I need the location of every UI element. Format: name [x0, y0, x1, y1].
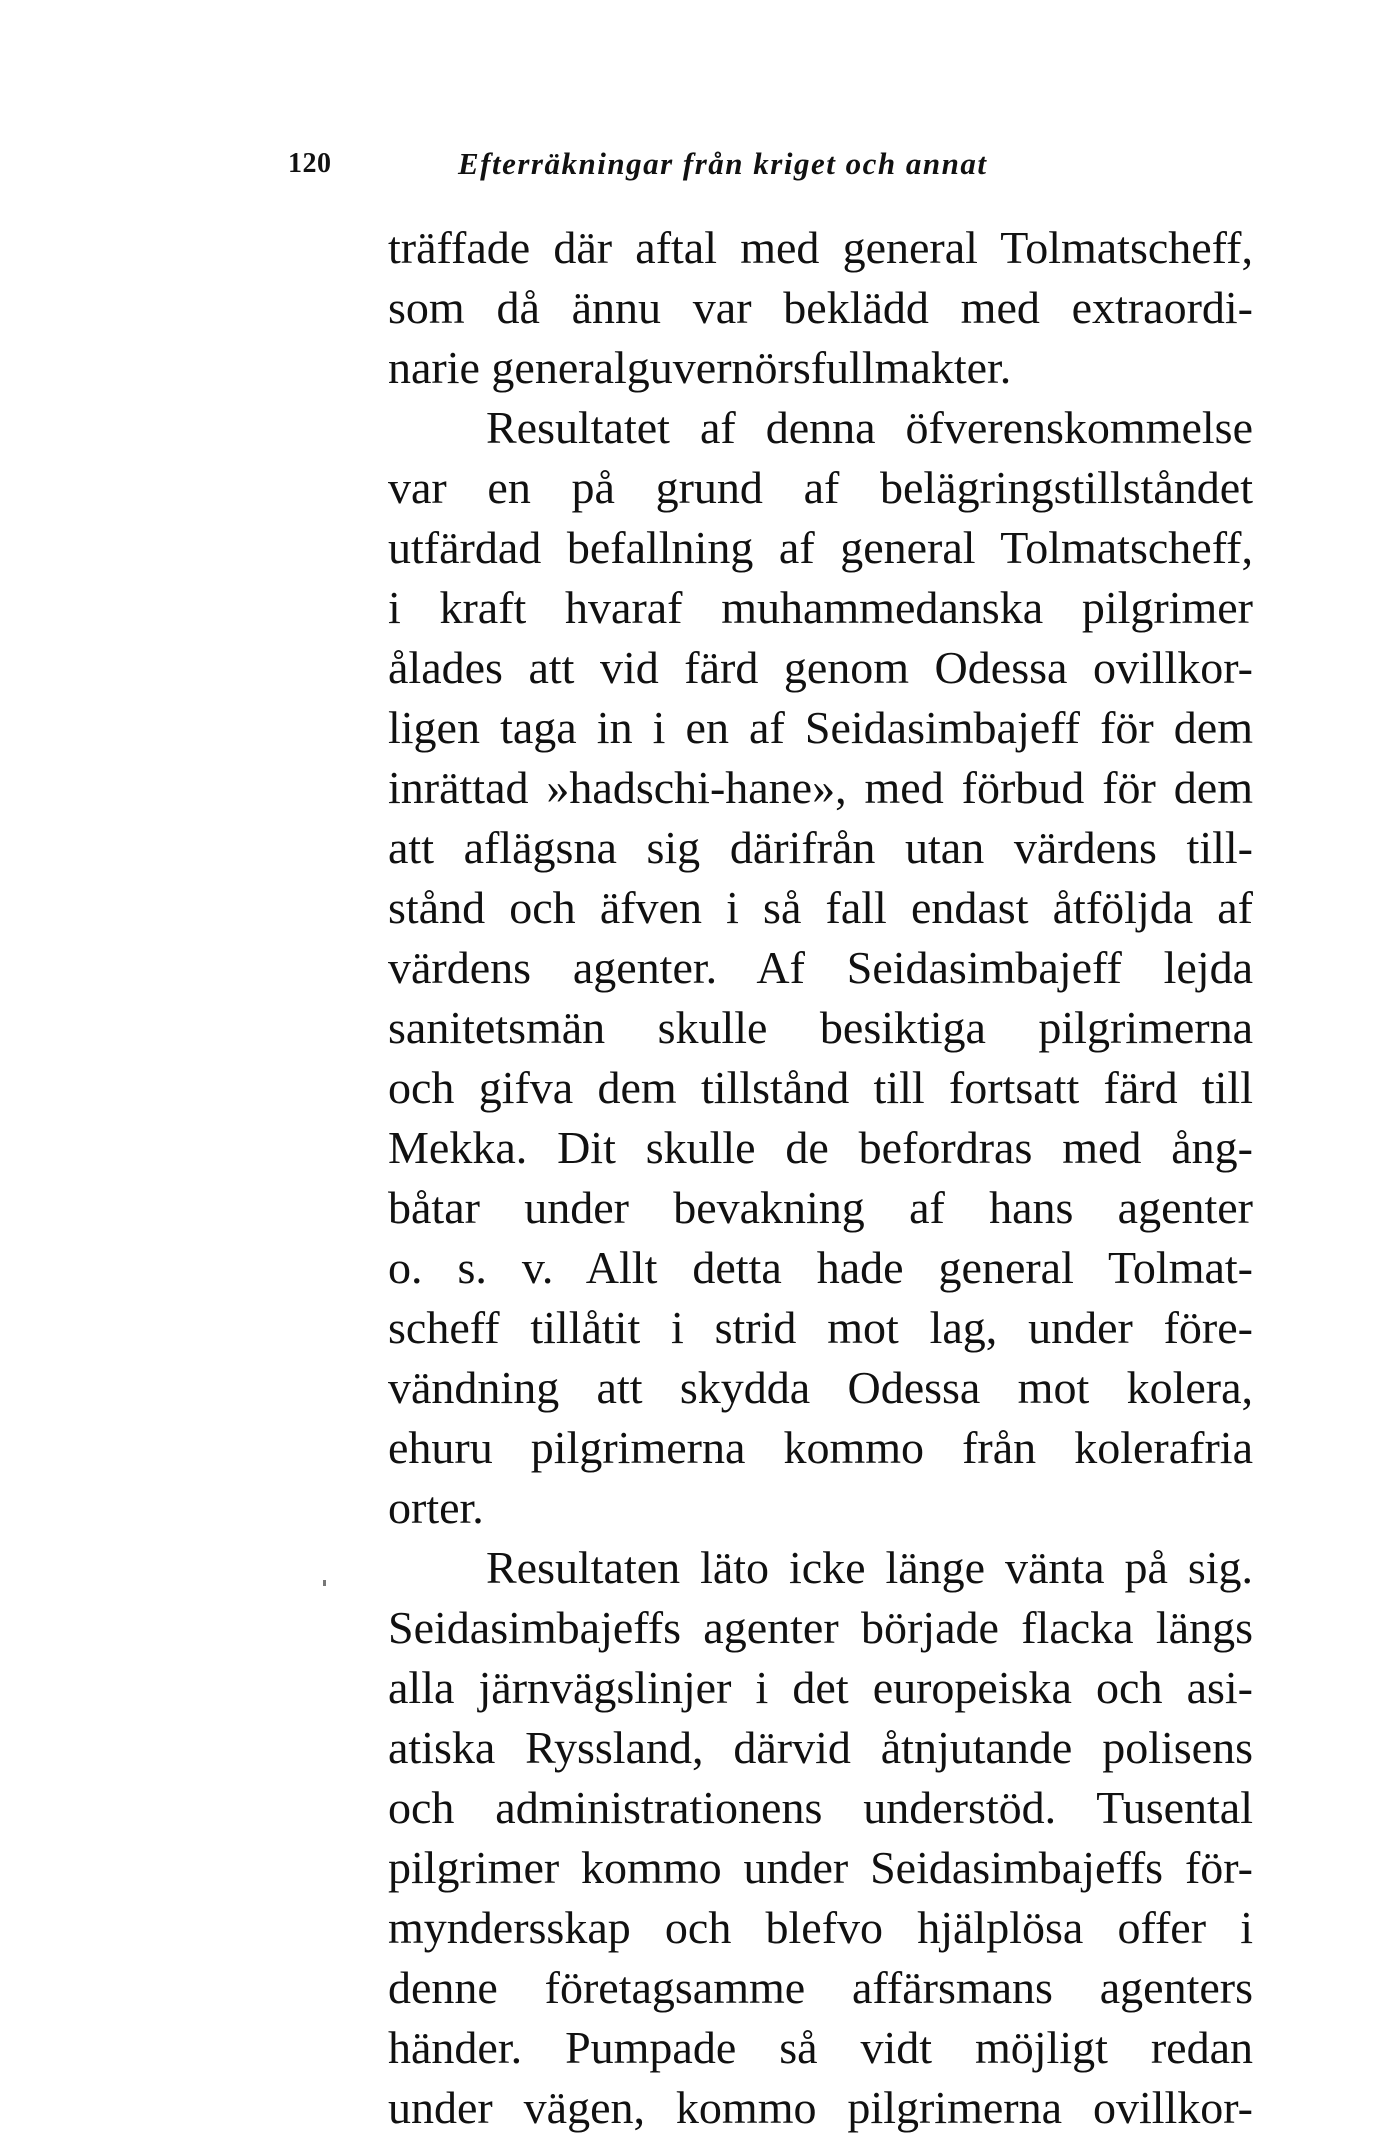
text-line: att aflägsna sig därifrån utan värdens till-: [388, 822, 1253, 873]
text-line: under vägen, kommo pilgrimerna ovillkor-: [388, 2082, 1253, 2133]
text-line: ålades att vid färd genom Odessa ovillkor-: [388, 642, 1253, 693]
running-title: Efterräkningar från kriget och annat: [458, 146, 988, 181]
text-line: händer. Pumpade så vidt möjligt redan: [388, 2022, 1253, 2073]
text-line: Resultatet af denna öfverenskommelse: [486, 402, 1253, 453]
text-line: som då ännu var beklädd med extraordi-: [388, 282, 1253, 333]
text-line: Mekka. Dit skulle de befordras med ång-: [388, 1122, 1253, 1173]
text-line: ligen taga in i en af Seidasimbajeff för dem: [388, 702, 1253, 753]
text-line: sanitetsmän skulle besiktiga pilgrimerna: [388, 1002, 1253, 1053]
text-line: Seidasimbajeffs agenter började flacka längs: [388, 1602, 1253, 1653]
text-line: och administrationens understöd. Tusental: [388, 1782, 1253, 1833]
text-line: i kraft hvaraf muhammedanska pilgrimer: [388, 582, 1253, 633]
text-line: var en på grund af belägringstillståndet: [388, 462, 1253, 513]
text-line: denne företagsamme affärsmans agenters: [388, 1962, 1253, 2013]
text-line: pilgrimer kommo under Seidasimbajeffs för-: [388, 1842, 1253, 1893]
text-line: narie generalguvernörsfullmakter.: [388, 342, 1012, 393]
text-line: scheff tillåtit i strid mot lag, under före-: [388, 1302, 1253, 1353]
text-line: utfärdad befallning af general Tolmatscheff,: [388, 522, 1253, 573]
text-line: atiska Ryssland, därvid åtnjutande polisens: [388, 1722, 1253, 1773]
text-line: Resultaten läto icke länge vänta på sig.: [486, 1542, 1253, 1593]
text-line: ehuru pilgrimerna kommo från kolerafria: [388, 1422, 1253, 1473]
text-line: alla järnvägslinjer i det europeiska och asi-: [388, 1662, 1253, 1713]
text-line: orter.: [388, 1482, 484, 1533]
print-speck: [323, 1580, 326, 1586]
text-line: o. s. v. Allt detta hade general Tolmat-: [388, 1242, 1253, 1293]
text-line: myndersskap och blefvo hjälplösa offer i: [388, 1902, 1253, 1953]
text-line: värdens agenter. Af Seidasimbajeff lejda: [388, 942, 1253, 993]
text-line: träffade där aftal med general Tolmatscheff,: [388, 222, 1253, 273]
text-line: vändning att skydda Odessa mot kolera,: [388, 1362, 1253, 1413]
running-head: [288, 148, 1248, 188]
text-line: stånd och äfven i så fall endast åtföljda af: [388, 882, 1253, 933]
page-number: 120: [288, 148, 332, 179]
body-text: [388, 218, 1253, 2138]
text-line: inrättad »hadschi-hane», med förbud för dem: [388, 762, 1253, 813]
text-line: och gifva dem tillstånd till fortsatt färd till: [388, 1062, 1253, 1113]
text-line: båtar under bevakning af hans agenter: [388, 1182, 1253, 1233]
